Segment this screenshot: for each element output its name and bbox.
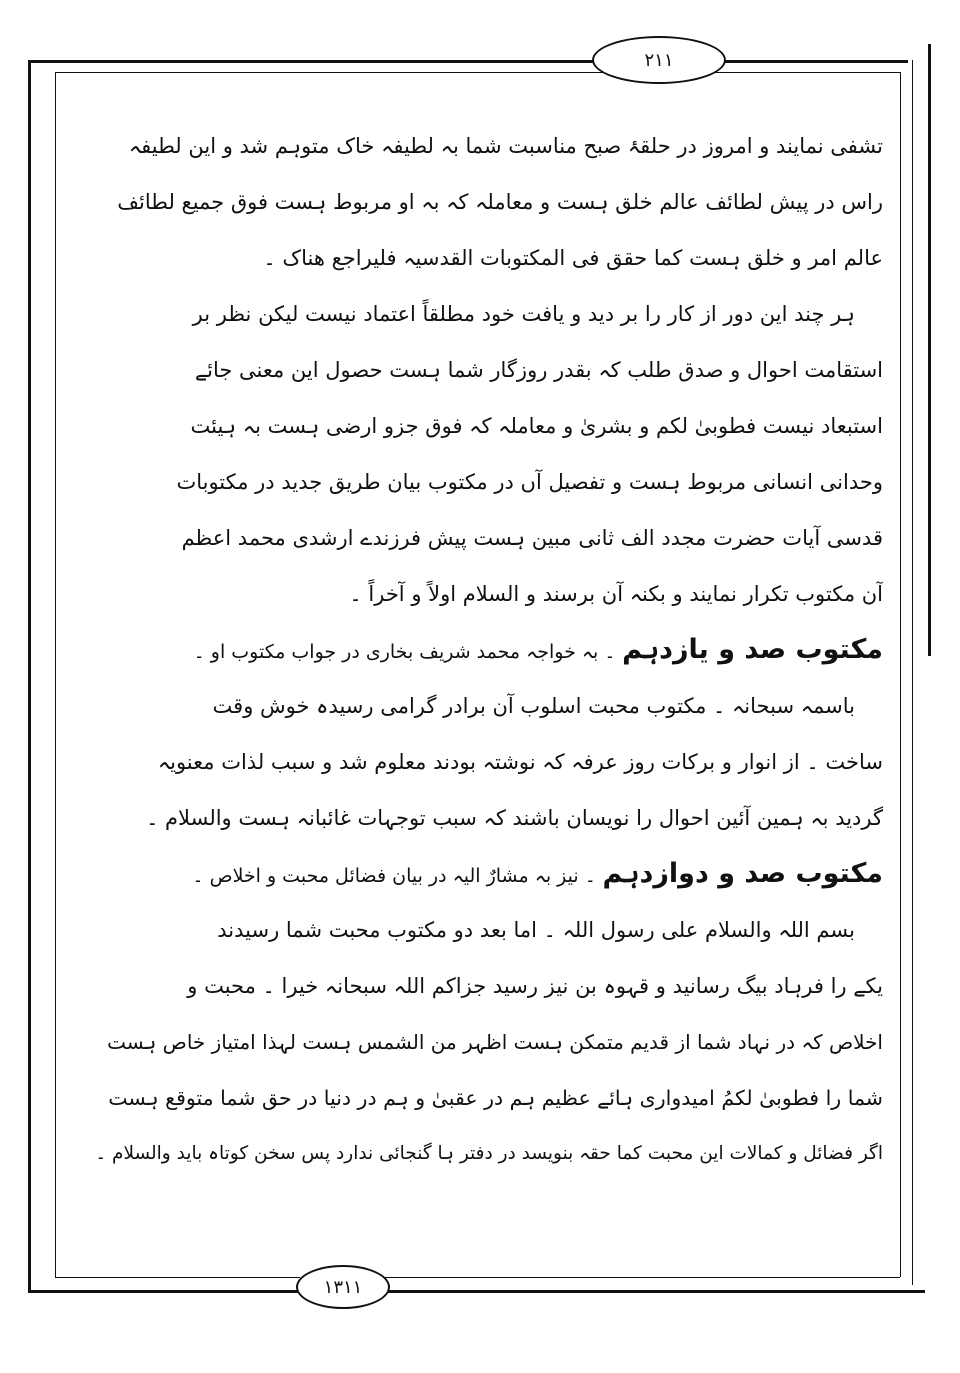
border-inner-left — [55, 72, 56, 1277]
border-bottom-left-outer — [28, 1290, 298, 1293]
text-line: عالم امر و خلق ہست کما حقق فی المکتوبات القدسیہ فلیراجع ھناک ۔ — [263, 246, 883, 270]
header-page-number: ۲۱۱ — [592, 36, 726, 84]
letter-heading-line — [95, 846, 883, 902]
text-line: آن مکتوب تکرار نمایند و بکنہ آن برسند و السلام اولاً و آخراً ۔ — [349, 582, 883, 606]
border-inner-right — [900, 72, 901, 1277]
border-bottom-right-outer — [385, 1290, 925, 1293]
footer-page-number: ۱۳۱۱ — [296, 1265, 390, 1309]
border-inner-top — [55, 72, 900, 73]
letter-heading: مکتوب صد و دوازدہم — [602, 858, 883, 889]
text-line: بسم اللہ والسلام علی رسول اللہ ۔ اما بعد دو مکتوب محبت شما رسیدند — [217, 918, 855, 942]
text-line: ساخت ۔ از انوار و برکات روز عرفہ کہ نوشتہ بودند معلوم شد و سبب لذات معنویہ — [157, 750, 883, 774]
text-line: ہر چند این دور از کار را بر دید و یافت خود مطلقاً اعتماد نیست لیکن نظر بر — [192, 302, 855, 326]
border-outer-right — [928, 44, 931, 656]
border-outer-left — [28, 60, 31, 1290]
letter-subtitle: ۔ بہ خواجہ محمد شریف بخاری در جواب مکتوب او ۔ — [193, 641, 616, 663]
text-line: شما را فطوبیٰ لکمُ امیدواری ہائے عظیم ہم در عقبیٰ و ہم در دنیا در حق شما متوقع ہست — [108, 1086, 883, 1110]
text-line: استقامت احوال و صدق طلب کہ بقدر روزگار شما ہست حصول این معنی جائے — [194, 358, 883, 382]
border-middle-right — [912, 60, 913, 1285]
text-line: قدسی آیات حضرت مجدد الف ثانی مبین ہست پیش فرزندے ارشدی محمد اعظم — [181, 526, 883, 550]
text-line: باسمہ سبحانہ ۔ مکتوب محبت اسلوب آن برادر گرامی رسیدہ خوش وقت — [212, 694, 855, 718]
border-outer-top — [28, 60, 908, 63]
text-line: استبعاد نیست فطوبیٰ لکم و بشریٰ و معاملہ کہ فوق جزو ارضی ہست بہ ہیئت — [190, 414, 883, 438]
letter-subtitle: ۔ نیز بہ مشارٌ الیہ در بیان فضائل محبت و اخلاص ۔ — [192, 865, 596, 887]
text-line: اگر فضائل و کمالات این محبت کما حقہ بنویسد در دفتر ہا گنجائی ندارد پس سخن کوتاہ باید والسلام ۔ — [95, 1143, 883, 1164]
text-line: راس در پیش لطائف عالم خلق ہست و معاملہ کہ بہ او مربوط ہست فوق جمیع لطائف — [117, 190, 883, 214]
page-body — [95, 118, 883, 1182]
border-bottom-left-inner — [55, 1277, 300, 1278]
text-line: یکے را فرہاد بیگ رسانید و قہوہ بن نیز رسید جزاکم اللہ سبحانہ خیرا ۔ محبت و — [187, 974, 883, 998]
letter-heading-line — [95, 622, 883, 678]
border-bottom-right-inner — [385, 1277, 900, 1278]
letter-heading: مکتوب صد و یازدہم — [622, 634, 883, 665]
text-line: تشفی نمایند و امروز در حلقۂ صبح مناسبت شما بہ لطیفہ خاک متوہم شد و این لطیفہ — [128, 134, 883, 158]
text-line: گردید بہ ہمین آئین احوال را نویسان باشند کہ سبب توجہات غائبانہ ہست والسلام ۔ — [146, 806, 883, 830]
text-line: اخلاص کہ در نہاد شما از قدیم متمکن ہست اظہر من الشمس ہست لہذا امتیاز خاص ہست — [107, 1030, 883, 1054]
text-line: وحدانی انسانی مربوط ہست و تفصیل آں در مکتوب بیان طریق جدید در مکتوبات — [176, 470, 883, 494]
